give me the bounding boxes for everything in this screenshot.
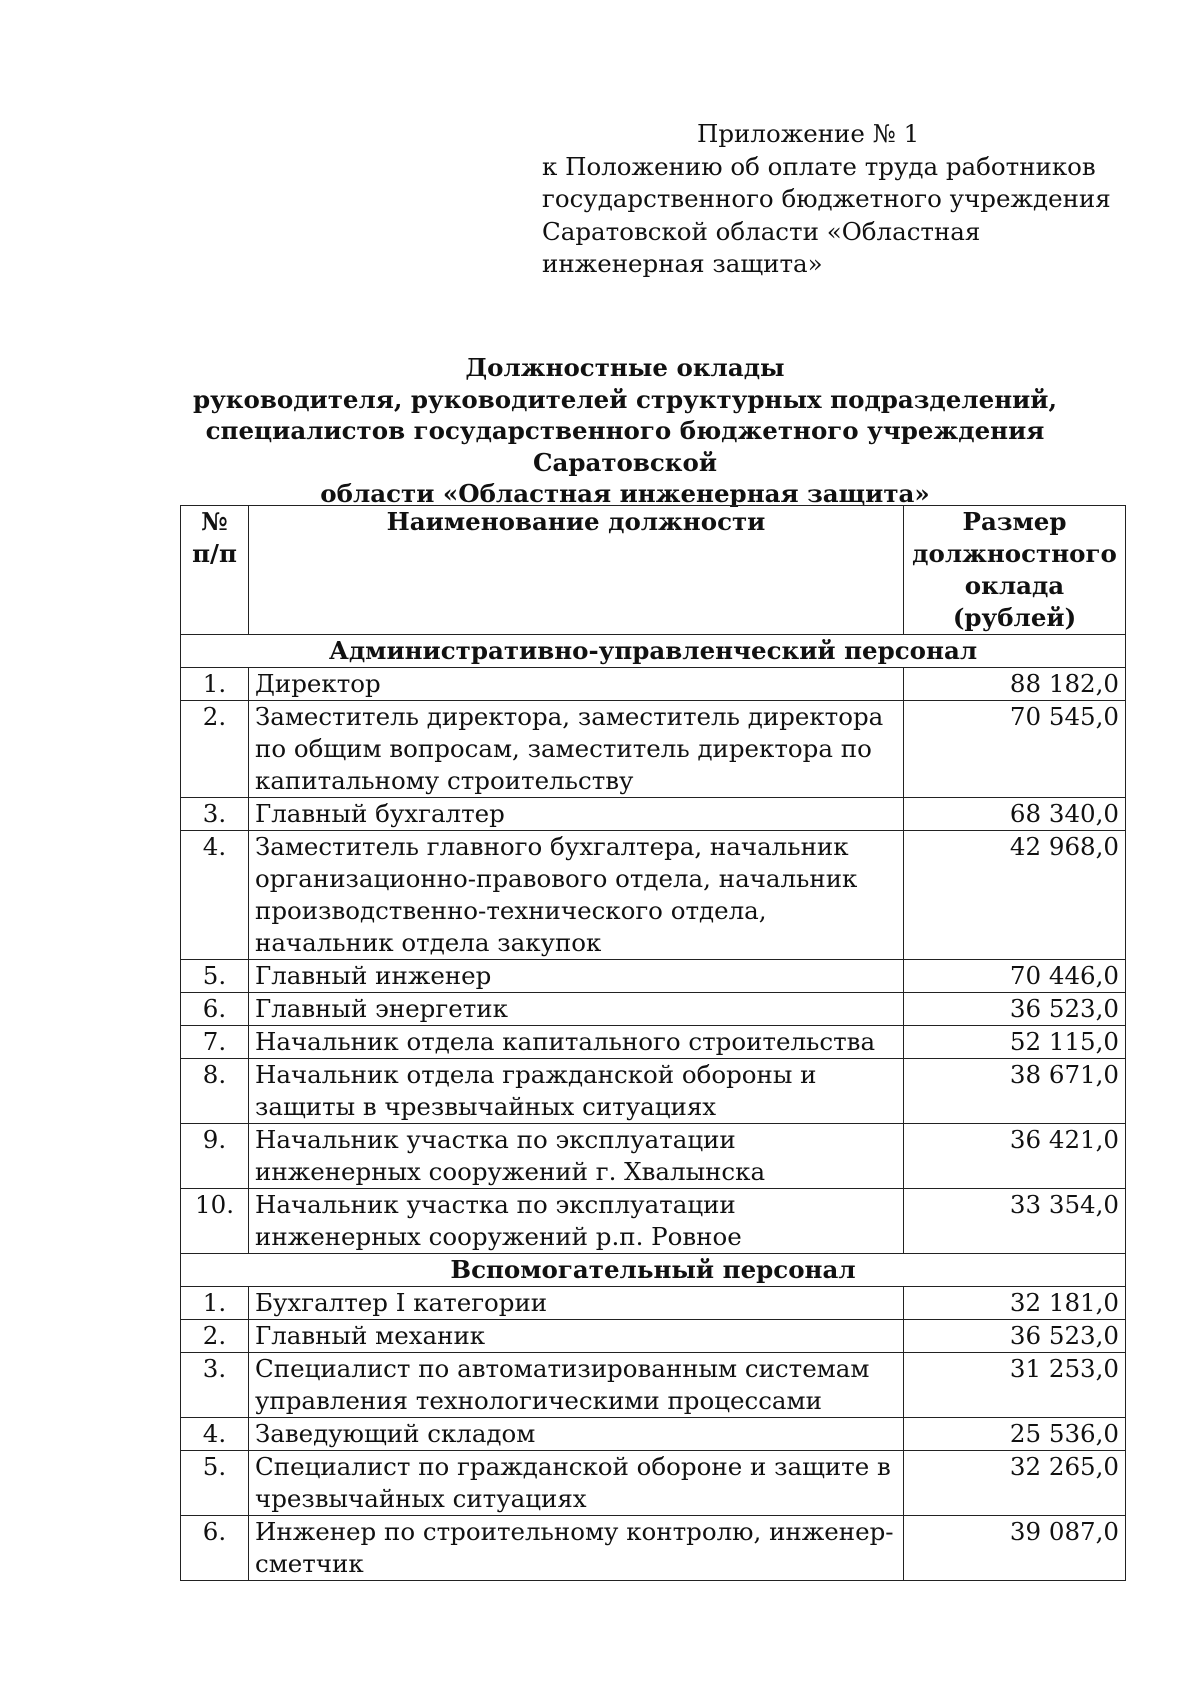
row-number: 1.	[181, 668, 249, 701]
section-row	[181, 1254, 1126, 1287]
table-row	[181, 831, 1126, 960]
table-row	[181, 1059, 1126, 1124]
salary-value: 33 354,0	[904, 1189, 1126, 1254]
position-name: Заведующий складом	[249, 1418, 904, 1451]
table-header-row	[181, 506, 1126, 635]
table-row	[181, 701, 1126, 798]
row-number: 5.	[181, 1451, 249, 1516]
appendix-header	[542, 118, 1142, 281]
row-number: 4.	[181, 831, 249, 960]
position-name: Специалист по автоматизированным системам управления технологическими процессами	[249, 1353, 904, 1418]
row-number: 9.	[181, 1124, 249, 1189]
table-body	[181, 635, 1126, 1581]
position-name: Заместитель главного бухгалтера, начальник организационно-правового отдела, начальник производственно-технического отдела, начальник отдела закупок	[249, 831, 904, 960]
table-row	[181, 960, 1126, 993]
salary-value: 32 265,0	[904, 1451, 1126, 1516]
table-row	[181, 798, 1126, 831]
salary-value: 70 446,0	[904, 960, 1126, 993]
position-name: Заместитель директора, заместитель директора по общим вопросам, заместитель директора по капитальному строительству	[249, 701, 904, 798]
row-number: 1.	[181, 1287, 249, 1320]
row-number: 10.	[181, 1189, 249, 1254]
title-line: Должностные оклады	[465, 353, 785, 382]
salary-value: 42 968,0	[904, 831, 1126, 960]
salary-value: 25 536,0	[904, 1418, 1126, 1451]
table-row	[181, 993, 1126, 1026]
position-name: Специалист по гражданской обороне и защите в чрезвычайных ситуациях	[249, 1451, 904, 1516]
row-number: 7.	[181, 1026, 249, 1059]
row-number: 6.	[181, 993, 249, 1026]
appendix-reference: к Положению об оплате труда работников государственного бюджетного учреждения Саратовской области «Областная инженерная защита»	[542, 151, 1111, 278]
position-name: Директор	[249, 668, 904, 701]
section-row	[181, 635, 1126, 668]
position-name: Главный инженер	[249, 960, 904, 993]
table-row	[181, 1287, 1126, 1320]
header-number: № п/п	[181, 506, 249, 635]
table-row	[181, 1418, 1126, 1451]
row-number: 4.	[181, 1418, 249, 1451]
salary-value: 36 523,0	[904, 1320, 1126, 1353]
title-line: специалистов государственного бюджетного учреждения Саратовской	[205, 416, 1045, 477]
salary-value: 68 340,0	[904, 798, 1126, 831]
position-name: Начальник отдела капитального строительства	[249, 1026, 904, 1059]
position-name: Начальник участка по эксплуатации инженерных сооружений р.п. Ровное	[249, 1189, 904, 1254]
table-row	[181, 1451, 1126, 1516]
table-row	[181, 1516, 1126, 1581]
row-number: 2.	[181, 701, 249, 798]
row-number: 6.	[181, 1516, 249, 1581]
position-name: Бухгалтер I категории	[249, 1287, 904, 1320]
position-name: Главный бухгалтер	[249, 798, 904, 831]
document-title	[150, 352, 1100, 510]
row-number: 5.	[181, 960, 249, 993]
title-line: области «Областная инженерная защита»	[320, 479, 930, 508]
table-row	[181, 1353, 1126, 1418]
table-row	[181, 1026, 1126, 1059]
row-number: 8.	[181, 1059, 249, 1124]
position-name: Главный энергетик	[249, 993, 904, 1026]
row-number: 3.	[181, 798, 249, 831]
position-name: Начальник отдела гражданской обороны и защиты в чрезвычайных ситуациях	[249, 1059, 904, 1124]
header-salary: Размер должностного оклада (рублей)	[904, 506, 1126, 635]
position-name: Начальник участка по эксплуатации инженерных сооружений г. Хвалынска	[249, 1124, 904, 1189]
section-title: Вспомогательный персонал	[181, 1254, 1126, 1287]
salary-table	[180, 505, 1126, 1581]
position-name: Инженер по строительному контролю, инженер-сметчик	[249, 1516, 904, 1581]
appendix-number: Приложение № 1	[697, 119, 920, 148]
salary-value: 31 253,0	[904, 1353, 1126, 1418]
salary-value: 70 545,0	[904, 701, 1126, 798]
position-name: Главный механик	[249, 1320, 904, 1353]
salary-value: 36 523,0	[904, 993, 1126, 1026]
section-title: Административно-управленческий персонал	[181, 635, 1126, 668]
salary-value: 52 115,0	[904, 1026, 1126, 1059]
salary-value: 38 671,0	[904, 1059, 1126, 1124]
table-row	[181, 668, 1126, 701]
salary-value: 88 182,0	[904, 668, 1126, 701]
salary-value: 39 087,0	[904, 1516, 1126, 1581]
salary-value: 36 421,0	[904, 1124, 1126, 1189]
table-row	[181, 1124, 1126, 1189]
header-position: Наименование должности	[249, 506, 904, 635]
row-number: 3.	[181, 1353, 249, 1418]
row-number: 2.	[181, 1320, 249, 1353]
title-line: руководителя, руководителей структурных подразделений,	[192, 384, 1058, 414]
table-row	[181, 1189, 1126, 1254]
table-row	[181, 1320, 1126, 1353]
salary-value: 32 181,0	[904, 1287, 1126, 1320]
